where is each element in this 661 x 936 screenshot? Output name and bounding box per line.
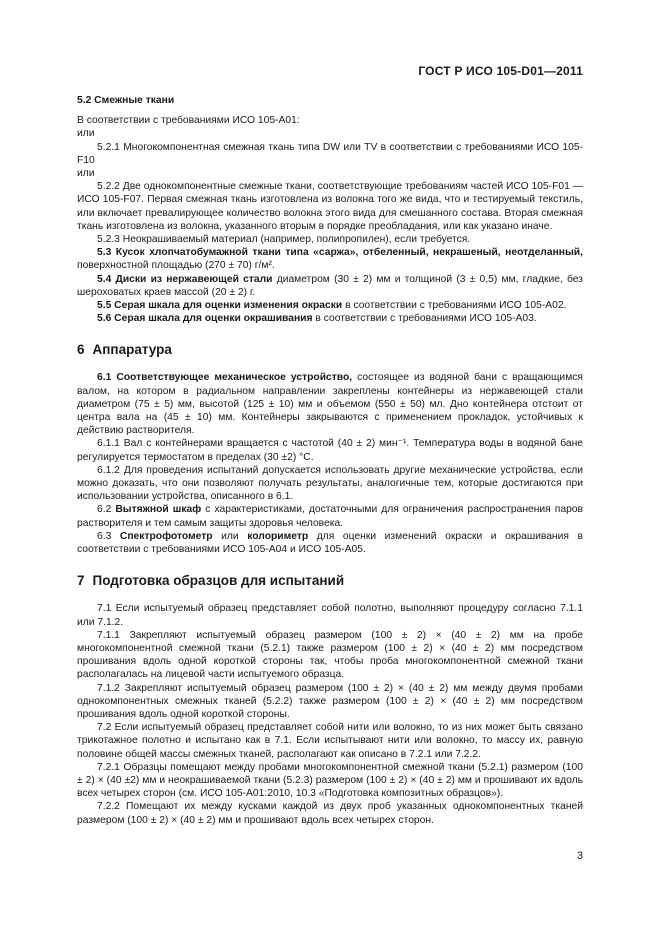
clause-5-4 — [77, 273, 583, 299]
clause-5-3-text: поверхностной площадью (270 ± 70) г/м². — [77, 260, 275, 272]
clause-6-3-mid: или — [212, 530, 248, 542]
clause-6-2-num: 6.2 — [97, 504, 116, 516]
clause-7-2-2: 7.2.2 Помещают их между кусками каждой из двух проб указанных однокомпонентных тканей размером (100 ± 2) × (40 ± 2) мм и прошивают вдоль всех четырех сторон. — [77, 801, 583, 826]
clause-6-1-text: состоящее из водяной бани с вращающимся валом, на котором в радиальном направлении закреплены контейнеры из нержавеющей стали диаметром (75 ± 5) мм, высотой (125 ± 10) мм и объемом (550 ± 50) мл. Дно контейнера отстоит от центра вала на (45 ± 10) мм. Контейнеры закрываются с применением прокладок, устойчивых к действию растворителя. — [77, 372, 583, 437]
clause-5-3-title: 5.3 Кусок хлопчатобумажной ткани типа «саржа», отбеленный, некрашеный, неотделанный, — [97, 247, 583, 259]
section-number: 6 — [77, 342, 85, 358]
clause-6-1-2: 6.1.2 Для проведения испытаний допускается использовать другие механические устройства, если можно доказать, что они позволяют получать результаты, аналогичные тем, которые достигаются при использовании устройства, описанного в 6.1. — [77, 464, 583, 503]
clause-6-3-num: 6.3 — [97, 530, 120, 542]
clause-5-2-2: 5.2.2 Две однокомпонентные смежные ткани, соответствующие требованиям частей ИСО 105-F01 — ИСО 105-F07. Первая смежная ткань изготовлена из волокна того же вида, что и тестируемый текстиль, или включает превалирующее количество волокна этого вида для смешанного состава. Вторая смежная ткань изготовлена из волокна, указанного вторым в порядке преобладания, или как указано иначе. — [77, 181, 583, 232]
document-body — [77, 94, 583, 827]
section-heading-6 — [77, 342, 583, 358]
clause-5-5-text: в соответствии с требованиями ИСО 105-А02. — [342, 300, 567, 312]
clause-5-2-1: 5.2.1 Многокомпонентная смежная ткань типа DW или TV в соответствии с требованиями ИСО 105-F10 — [77, 141, 583, 166]
clause-7-1-1: 7.1.1 Закрепляют испытуемый образец размером (100 ± 2) × (40 ± 2) мм на пробе многокомпонентной смежной ткани (5.2.1) также размером (100 ± 2) × (40 ± 2) мм посредством прошивания вдоль одной короткой стороны так, чтобы проба многокомпонентной смежной ткани располагалась на лицевой части испытуемого образца. — [77, 629, 583, 681]
paragraph: В соответствии с требованиями ИСО 105-А01: — [77, 115, 300, 127]
clause-5-5 — [77, 299, 583, 312]
clause-6-2-text: с характеристиками, достаточными для ограничения распространения паров растворителя и тем самым защиты здоровья человека. — [77, 504, 583, 529]
clause-5-6 — [77, 312, 583, 325]
clause-6-3 — [77, 530, 583, 556]
clause-6-2-title: Вытяжной шкаф — [115, 504, 202, 516]
clause-5-5-title: 5.5 Серая шкала для оценки изменения окраски — [97, 300, 343, 312]
page-number: 3 — [576, 850, 583, 862]
subsection-heading-5-2: 5.2 Смежные ткани — [77, 95, 175, 106]
clause-5-6-title: 5.6 Серая шкала для оценки окрашивания — [97, 313, 313, 325]
section-title: Аппаратура — [92, 342, 172, 358]
clause-5-4-title: 5.4 Диски из нержавеющей стали — [97, 273, 273, 285]
clause-6-1-title: 6.1 Соответствующее механическое устройство, — [97, 372, 353, 384]
clause-7-2-1: 7.2.1 Образцы помещают между пробами многокомпонентной смежной ткани (5.2.1) размером (100 ± 2) × (40 ±2) мм и неокрашиваемой ткани (5.2.3) размером (100 ± 2) × (40 ± 2) мм и прошивают их вдоль всех четырех сторон (см. ИСО 105-А01:2010, 10.3 «Подготовка композитных образцов»). — [77, 761, 583, 800]
clause-6-3-text: для оценки изменений окраски и окрашивания в соответствии с требованиями ИСО 105-А04 и ИСО 105-А05. — [77, 530, 583, 556]
clause-5-3 — [77, 246, 583, 272]
clause-7-1-2: 7.1.2 Закрепляют испытуемый образец размером (100 ± 2) × (40 ± 2) мм между двумя пробами однокомпонентных смежных тканей (5.2.2) также размером (100 ± 2) × (40 ± 2) мм посредством прошивания вдоль одной короткой стороны. — [77, 682, 583, 720]
paragraph-or: или — [77, 168, 95, 180]
document-id: ГОСТ Р ИСО 105-D01—2011 — [418, 64, 583, 78]
paragraph-or: или — [77, 128, 95, 140]
section-number: 7 — [77, 573, 85, 589]
clause-5-6-text: в соответствии с требованиями ИСО 105-А03. — [312, 313, 537, 325]
section-title: Подготовка образцов для испытаний — [92, 573, 345, 589]
section-heading-7 — [77, 573, 583, 589]
clause-6-3-title-2: колориметр — [247, 530, 309, 542]
clause-6-3-title-1: Спектрофотометр — [119, 530, 213, 542]
clause-6-1 — [77, 371, 583, 437]
clause-7-1: 7.1 Если испытуемый образец представляет собой полотно, выполняют процедуру согласно 7.1.1 или 7.1.2. — [77, 603, 583, 628]
clause-7-2: 7.2 Если испытуемый образец представляет собой нити или волокно, то из них может быть связано трикотажное полотно и испытано как в 7.1. Если испытывают нити или волокно, то массу их, равную половине общей массы смежных тканей, располагают как описано в 7.2.1 или 7.2.2. — [77, 722, 583, 760]
clause-5-4-text: диаметром (30 ± 2) мм и толщиной (3 ± 0,5) мм, гладкие, без шероховатых краев массой (20 ± 2) г. — [77, 273, 583, 298]
clause-5-2-3: 5.2.3 Неокрашиваемый материал (например, полипропилен), если требуется. — [97, 234, 471, 246]
clause-6-1-1: 6.1.1 Вал с контейнерами вращается с частотой (40 ± 2) мин⁻¹. Температура воды в водяной бане регулируется термостатом в пределах (30 ±2) °С. — [77, 438, 583, 463]
clause-6-2 — [77, 503, 583, 529]
